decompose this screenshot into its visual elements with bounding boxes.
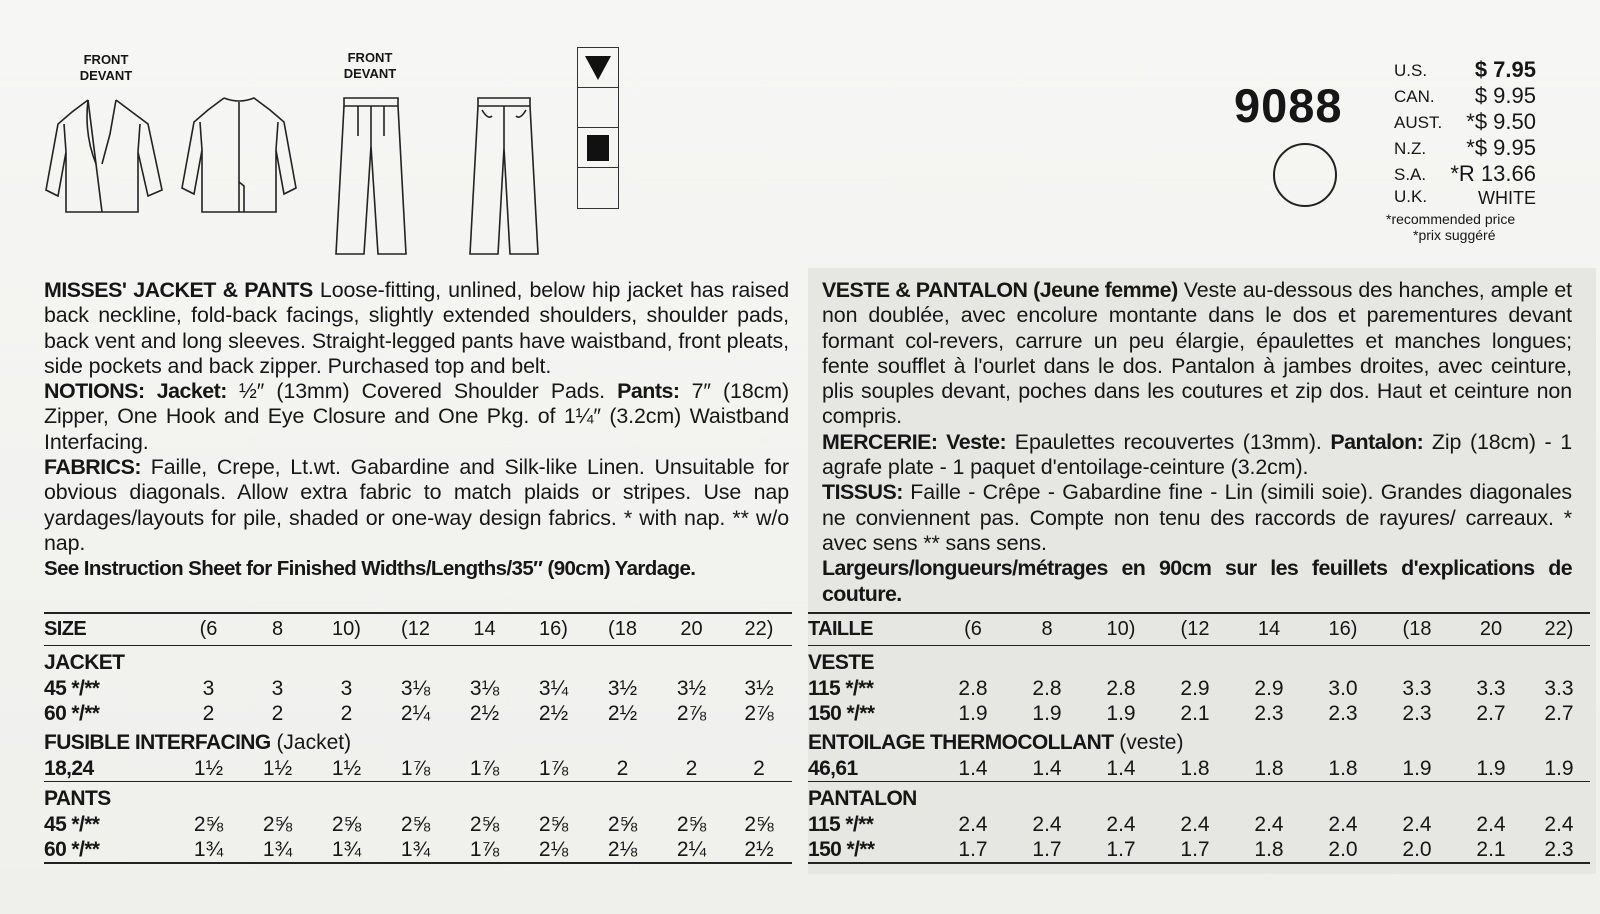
- notions-pants-text: 7″ (18cm) Zipper, One Hook and Eye Closure and One Pkg. of 1¼″ (3.2cm) Waistband Interfacing.: [44, 379, 789, 454]
- price-list: [1394, 57, 1536, 209]
- size-cell: (18: [1380, 613, 1454, 646]
- table-cell: 2⅝: [676, 812, 707, 836]
- row-label: 150 */**: [808, 837, 936, 863]
- table-row: [44, 726, 792, 756]
- table-cell: 2.8: [958, 676, 988, 700]
- table-cell: 2½: [607, 701, 638, 725]
- table-cell: 1¾: [381, 837, 450, 863]
- recommended-price-note: *recommended price: [1386, 211, 1516, 227]
- size-cell: 8: [243, 613, 312, 646]
- notions-pants-label: Pants:: [617, 379, 680, 404]
- french-description: [822, 278, 1572, 607]
- table-cell: 1½: [262, 756, 293, 780]
- table-row: [44, 837, 792, 863]
- table-cell: 3.3: [1476, 676, 1506, 700]
- view-indicator-cell: [578, 48, 618, 88]
- table-cell: 2⅝: [400, 812, 431, 836]
- table-cell: 1.9: [958, 701, 988, 725]
- table-cell: 2⅝: [607, 812, 638, 836]
- mercerie-veste-label: Veste:: [946, 429, 1007, 454]
- table-row: [44, 782, 792, 813]
- table-cell: 3½: [607, 676, 638, 700]
- jacket-front-drawing: [44, 94, 168, 216]
- table-cell: 1.4: [1106, 756, 1136, 780]
- row-label: 45 */**: [44, 676, 100, 700]
- price-row: [1394, 187, 1536, 209]
- table-cell: 3⅛: [469, 676, 500, 700]
- price-country: AUST.: [1394, 113, 1443, 132]
- price-value: $ 9.95: [1474, 83, 1536, 108]
- table-cell: 3¼: [538, 676, 569, 700]
- french-tissus: [822, 480, 1572, 556]
- table-cell: 2.4: [1032, 812, 1062, 836]
- price-country: U.S.: [1394, 61, 1428, 80]
- veste-section-label: VESTE: [808, 646, 1590, 677]
- view-indicator-strip: [577, 47, 619, 209]
- table-cell: 1⅞: [400, 756, 431, 780]
- pants-front-label-en: FRONT: [347, 50, 393, 65]
- table-cell: 1.9: [1544, 756, 1574, 780]
- table-cell: 2.8: [1032, 676, 1062, 700]
- row-label: 45 */**: [44, 812, 100, 836]
- size-cell: 14: [450, 613, 519, 646]
- table-cell: 3.3: [1402, 676, 1432, 700]
- french-intro: [822, 278, 1572, 430]
- table-cell: 2½: [726, 837, 792, 863]
- row-label: 60 */**: [44, 701, 100, 725]
- table-cell: 1.9: [1032, 701, 1062, 725]
- table-row: [44, 646, 792, 677]
- table-cell: 2: [685, 756, 698, 780]
- table-cell: 1¾: [243, 837, 312, 863]
- table-cell: 3½: [676, 676, 707, 700]
- table-cell: 2⅛: [519, 837, 588, 863]
- table-cell: 1.8: [1232, 837, 1306, 863]
- table-cell: 2¼: [657, 837, 726, 863]
- entoilage-section-sub: (veste): [1113, 731, 1184, 754]
- table-cell: 1.4: [958, 756, 988, 780]
- price-value: *R 13.66: [1450, 161, 1536, 186]
- table-cell: 1⅞: [469, 756, 500, 780]
- interfacing-section-sub: (Jacket): [270, 731, 352, 754]
- table-cell: 2.4: [1402, 812, 1432, 836]
- french-yardage-table: [808, 612, 1590, 864]
- table-cell: 1.7: [1010, 837, 1084, 863]
- view-indicator-cell: [578, 88, 618, 128]
- table-cell: 2.9: [1180, 676, 1210, 700]
- table-cell: 2: [616, 756, 629, 780]
- mercerie-pantalon-label: Pantalon:: [1330, 429, 1424, 454]
- table-cell: 2.3: [1328, 701, 1358, 725]
- table-row: [808, 782, 1590, 813]
- table-cell: 2.8: [1106, 676, 1136, 700]
- table-row: [808, 646, 1590, 677]
- table-row: [808, 812, 1590, 837]
- pants-front-label: [330, 50, 410, 82]
- table-cell: 2.3: [1402, 701, 1432, 725]
- table-cell: 2⅝: [331, 812, 362, 836]
- pants-back-drawing: [468, 96, 540, 256]
- jacket-back-drawing: [180, 94, 300, 216]
- row-label: 115 */**: [808, 676, 874, 700]
- front-label-en: FRONT: [83, 52, 129, 67]
- price-value: $ 7.95: [1474, 57, 1536, 82]
- table-cell: 2⅝: [193, 812, 224, 836]
- size-cell: (12: [381, 613, 450, 646]
- table-cell: 2.3: [1528, 837, 1590, 863]
- table-cell: 2.7: [1544, 701, 1574, 725]
- table-cell: 2⅞: [676, 701, 707, 725]
- table-cell: 2.4: [1254, 812, 1284, 836]
- english-intro: [44, 278, 789, 379]
- english-yardage-table: [44, 612, 792, 864]
- table-cell: 2½: [469, 701, 500, 725]
- entoilage-section-label: ENTOILAGE THERMOCOLLANT: [808, 731, 1114, 754]
- size-cell: (6: [174, 613, 243, 646]
- jacket-front-label: [66, 52, 146, 84]
- table-cell: 2.0: [1306, 837, 1380, 863]
- table-cell: 3: [340, 676, 353, 700]
- table-cell: 2¼: [400, 701, 431, 725]
- price-value: *$ 9.50: [1466, 109, 1536, 134]
- largeurs-text: Largeurs/longueurs/métrages en 90cm sur les feuillets d'explications de couture.: [822, 556, 1572, 606]
- table-cell: 1.9: [1402, 756, 1432, 780]
- table-cell: 1.4: [1032, 756, 1062, 780]
- size-cell: 8: [1010, 613, 1084, 646]
- table-cell: 1.7: [936, 837, 1010, 863]
- table-cell: 3: [271, 676, 284, 700]
- mercerie-pantalon-text: Zip (18cm) - 1 agrafe plate - 1 paquet d'entoilage-ceinture (3.2cm).: [822, 429, 1572, 480]
- table-cell: 1.8: [1180, 756, 1210, 780]
- table-row: [44, 613, 792, 646]
- table-row: [808, 726, 1590, 756]
- size-circle: [1273, 143, 1337, 207]
- row-label: 46,61: [808, 756, 858, 780]
- table-cell: 2: [202, 701, 215, 725]
- square-marker-icon: [587, 135, 609, 161]
- view-indicator-cell: [578, 168, 618, 208]
- price-row: [1394, 135, 1536, 161]
- size-cell: (6: [936, 613, 1010, 646]
- table-cell: 3: [202, 676, 215, 700]
- table-row: [44, 676, 792, 701]
- price-country: CAN.: [1394, 87, 1435, 106]
- table-cell: 1¾: [174, 837, 243, 863]
- french-intro-text: Veste au-dessous des hanches, ample et non doublée, avec encolure montante dans le dos et parementures devant formant col-revers, carrure un peu élargie, épaulettes et manches longues; fente soufflet à l'ourlet dans le dos. Pantalon à jambes droites, avec ceinture, plis souples devant, poches dans les coutures et zip dos. Haut et ceinture non compris.: [822, 278, 1572, 429]
- price-country: U.K.: [1394, 187, 1428, 206]
- jacket-section-label: JACKET: [44, 646, 792, 677]
- table-cell: 2.4: [1106, 812, 1136, 836]
- french-mercerie: [822, 430, 1572, 481]
- table-cell: 1⅞: [538, 756, 569, 780]
- view-indicator-cell: [578, 128, 618, 168]
- notions-label: NOTIONS:: [44, 379, 145, 404]
- table-cell: 3.3: [1544, 676, 1574, 700]
- table-cell: 2⅝: [538, 812, 569, 836]
- size-cell: 14: [1232, 613, 1306, 646]
- see-instructions: See Instruction Sheet for Finished Widths/Lengths/35″ (90cm) Yardage.: [44, 557, 696, 581]
- mercerie-label: MERCERIE:: [822, 429, 938, 454]
- interfacing-section-label: FUSIBLE INTERFACING: [44, 731, 271, 754]
- table-row: [808, 613, 1590, 646]
- fabrics-label: FABRICS:: [44, 455, 142, 480]
- table-cell: 1½: [331, 756, 362, 780]
- table-cell: 2.4: [958, 812, 988, 836]
- table-row: [808, 701, 1590, 726]
- size-cell: (12: [1158, 613, 1232, 646]
- taille-label: TAILLE: [808, 613, 936, 646]
- fabrics-text: Faille, Crepe, Lt.wt. Gabardine and Silk-like Linen. Unsuitable for obvious diagonals. Allow extra fabric to match plaids or stripes. Use nap yardages/layouts for pile, shaded or one-way design fabrics. * with nap. ** w/o nap.: [44, 455, 789, 555]
- table-cell: 2.4: [1544, 812, 1574, 836]
- table-row: [808, 837, 1590, 863]
- mercerie-veste-text: Epaulettes recouvertes (13mm).: [1006, 429, 1331, 454]
- row-label: 150 */**: [808, 701, 875, 725]
- price-row: [1394, 109, 1536, 135]
- table-cell: 1.8: [1254, 756, 1284, 780]
- table-cell: 1.7: [1158, 837, 1232, 863]
- size-cell: 20: [657, 613, 726, 646]
- interfacing-section: [44, 726, 792, 756]
- table-cell: 2.1: [1454, 837, 1528, 863]
- table-cell: 3½: [744, 676, 774, 700]
- prix-suggere-note: *prix suggéré: [1413, 227, 1496, 243]
- table-cell: 2.9: [1254, 676, 1284, 700]
- french-title: VESTE & PANTALON (Jeune femme): [822, 278, 1178, 302]
- table-row: [44, 701, 792, 726]
- size-cell: (18: [588, 613, 657, 646]
- english-intro-text: Loose-fitting, unlined, below hip jacket has raised back neckline, fold-back facings, slightly extended shoulders, shoulder pads, back vent and long sleeves. Straight-legged pants have waistband, front pleats, side pockets and back zipper. Purchased top and belt.: [44, 278, 789, 378]
- table-cell: 2½: [538, 701, 569, 725]
- size-cell: 10): [1084, 613, 1158, 646]
- row-label: 60 */**: [44, 837, 174, 863]
- size-cell: 22): [726, 613, 792, 646]
- price-row: [1394, 161, 1536, 187]
- row-label: 18,24: [44, 756, 94, 780]
- table-cell: 1.8: [1328, 756, 1358, 780]
- table-cell: 1.9: [1476, 756, 1506, 780]
- price-country: S.A.: [1394, 165, 1427, 184]
- table-cell: 2: [340, 701, 353, 725]
- size-cell: 22): [1528, 613, 1590, 646]
- english-fabrics: [44, 455, 789, 556]
- table-cell: 1½: [193, 756, 224, 780]
- notions-jacket-label: Jacket:: [156, 379, 227, 404]
- size-label: SIZE: [44, 613, 174, 646]
- pantalon-section-label: PANTALON: [808, 782, 1590, 813]
- table-row: [44, 756, 792, 782]
- entoilage-section: [808, 726, 1590, 756]
- table-row: [808, 756, 1590, 782]
- table-cell: 2.3: [1254, 701, 1284, 725]
- pants-front-label-fr: DEVANT: [343, 66, 397, 81]
- size-cell: 16): [1306, 613, 1380, 646]
- table-cell: 3⅛: [400, 676, 431, 700]
- table-row: [808, 676, 1590, 701]
- table-cell: 2⅛: [588, 837, 657, 863]
- table-cell: 2.4: [1328, 812, 1358, 836]
- price-row: [1394, 83, 1536, 109]
- front-label-fr: DEVANT: [79, 68, 133, 83]
- price-row: [1394, 57, 1536, 83]
- english-description: [44, 278, 789, 581]
- table-cell: 1⅞: [450, 837, 519, 863]
- english-notions: [44, 379, 789, 455]
- table-cell: 1.7: [1084, 837, 1158, 863]
- table-cell: 2⅝: [469, 812, 500, 836]
- table-cell: 2.4: [1476, 812, 1506, 836]
- table-cell: 2: [753, 756, 765, 780]
- table-cell: 2⅞: [744, 701, 774, 725]
- pattern-number: 9088: [1234, 79, 1343, 132]
- triangle-marker-icon: [585, 56, 611, 80]
- table-cell: 2⅝: [262, 812, 293, 836]
- tissus-label: TISSUS:: [822, 480, 903, 505]
- table-cell: 2.4: [1180, 812, 1210, 836]
- pants-section-label: PANTS: [44, 782, 792, 813]
- price-value: *$ 9.95: [1466, 135, 1536, 160]
- table-cell: 2.1: [1180, 701, 1210, 725]
- table-cell: 2.7: [1476, 701, 1506, 725]
- notions-jacket-text: ½″ (13mm) Covered Shoulder Pads.: [226, 379, 618, 404]
- table-cell: 2: [271, 701, 284, 725]
- table-cell: 1.9: [1106, 701, 1136, 725]
- table-row: [44, 812, 792, 837]
- table-cell: 3.0: [1328, 676, 1358, 700]
- tissus-text: Faille - Crêpe - Gabardine fine - Lin (simili soie). Grandes diagonales ne conviennent pas. Compte non tenu des raccords de rayures/ carreaux. * avec sens ** sans sens.: [822, 480, 1572, 555]
- english-title: MISSES' JACKET & PANTS: [44, 278, 313, 302]
- pants-front-drawing: [334, 96, 408, 256]
- size-cell: 20: [1454, 613, 1528, 646]
- row-label: 115 */**: [808, 812, 874, 836]
- price-country: N.Z.: [1394, 139, 1427, 158]
- size-cell: 10): [312, 613, 381, 646]
- table-cell: 2⅝: [744, 812, 774, 836]
- price-value: WHITE: [1478, 188, 1536, 208]
- table-cell: 1¾: [312, 837, 381, 863]
- table-cell: 2.0: [1380, 837, 1454, 863]
- size-cell: 16): [519, 613, 588, 646]
